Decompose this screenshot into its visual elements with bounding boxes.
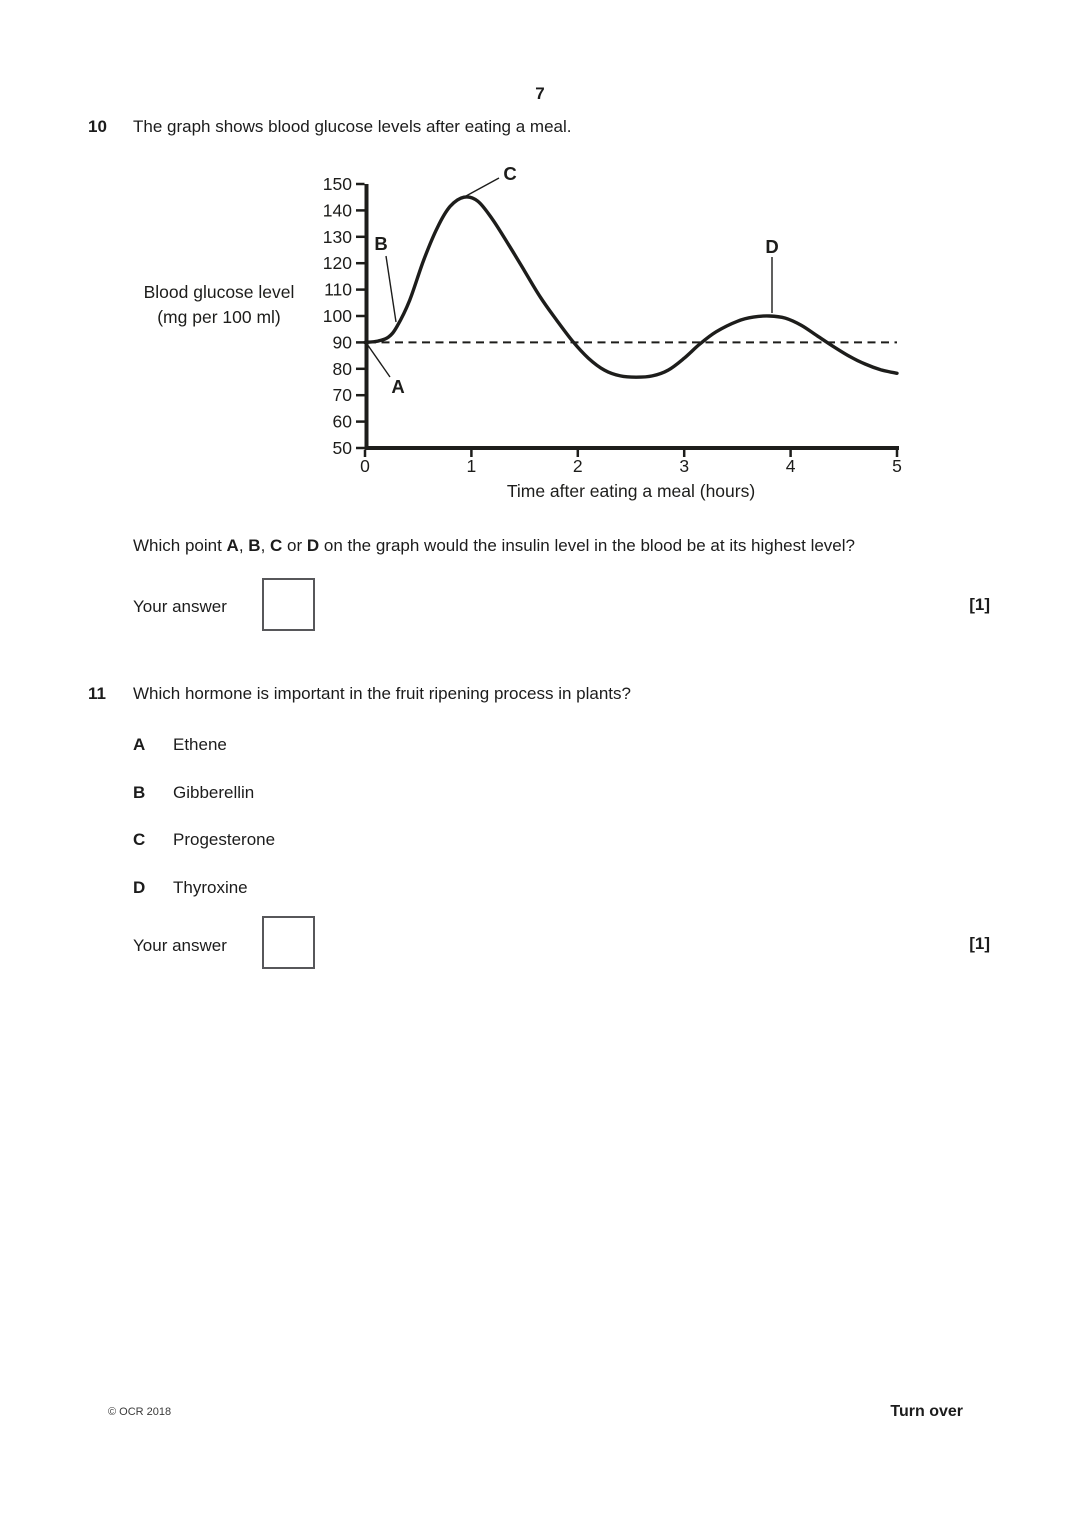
question-bold-letter: D (306, 536, 320, 555)
option-row (133, 735, 275, 755)
y-tick-label: 70 (332, 385, 352, 406)
y-tick-label: 80 (332, 358, 352, 379)
x-tick-label: 2 (572, 456, 583, 476)
y-tick-label: 140 (322, 200, 352, 221)
question-text-segment: or (282, 536, 307, 555)
question-bold-letter: A (226, 536, 239, 555)
x-tick-label: 3 (679, 456, 690, 476)
y-tick-label: 100 (322, 306, 352, 326)
option-letter: B (133, 782, 146, 802)
q11-question: Which hormone is important in the fruit ripening process in plants? (133, 684, 631, 703)
q11-number: 11 (88, 684, 106, 703)
annotation-leader-A (367, 344, 390, 377)
q11-options (133, 735, 275, 925)
q11-answer-box[interactable] (262, 916, 315, 969)
y-tick-label: 60 (332, 411, 352, 432)
x-tick-label: 5 (892, 456, 902, 476)
option-row (133, 830, 275, 850)
y-tick-label: 90 (332, 332, 352, 353)
q10-answer-box[interactable] (262, 578, 315, 631)
question-text-segment: , (238, 536, 249, 555)
option-row (133, 878, 275, 898)
question-text-segment: , (260, 536, 271, 555)
option-text: Gibberellin (173, 782, 255, 802)
annotation-label-D: D (765, 236, 779, 257)
q10-your-answer-label: Your answer (133, 597, 227, 616)
y-axis-title-line1: Blood glucose level (143, 282, 295, 302)
turn-over-label: Turn over (890, 1403, 963, 1420)
question-bold-letter: C (270, 536, 283, 555)
q10-number: 10 (88, 117, 107, 136)
blood-glucose-chart (130, 150, 920, 515)
question-text-segment: on the graph would the insulin level in the blood be at its highest level? (319, 536, 855, 555)
question-text-segment: Which point (133, 536, 227, 555)
y-tick-label: 110 (324, 279, 352, 300)
q11-your-answer-label: Your answer (133, 936, 227, 955)
option-letter: A (133, 735, 146, 754)
option-row (133, 783, 275, 803)
annotation-label-B: B (374, 233, 388, 254)
y-tick-label: 130 (322, 226, 352, 247)
y-axis-title-line2: (mg per 100 ml) (157, 307, 281, 327)
option-letter: C (133, 830, 146, 849)
y-tick-label: 150 (322, 174, 352, 194)
x-tick-label: 4 (785, 456, 796, 476)
glucose-curve (365, 197, 897, 377)
question-bold-letter: B (248, 536, 261, 555)
copyright-notice: © OCR 2018 (108, 1406, 172, 1418)
annotation-label-C: C (503, 163, 517, 184)
q10-intro: The graph shows blood glucose levels after eating a meal. (133, 117, 572, 136)
x-tick-label: 1 (466, 456, 477, 476)
q10-question (133, 536, 855, 556)
y-tick-label: 50 (332, 438, 352, 458)
x-tick-label: 0 (360, 456, 370, 476)
q11-marks: [1] (969, 934, 990, 953)
annotation-label-A: A (391, 376, 405, 397)
annotation-leader-C (466, 178, 499, 196)
annotation-leader-B (386, 256, 396, 322)
option-text: Thyroxine (173, 877, 248, 897)
option-letter: D (133, 877, 146, 897)
page-number: 7 (535, 84, 545, 103)
x-axis-title: Time after eating a meal (hours) (506, 481, 756, 501)
option-text: Ethene (173, 735, 227, 754)
y-tick-label: 120 (322, 253, 352, 274)
option-text: Progesterone (173, 830, 276, 849)
q10-marks: [1] (969, 595, 990, 614)
